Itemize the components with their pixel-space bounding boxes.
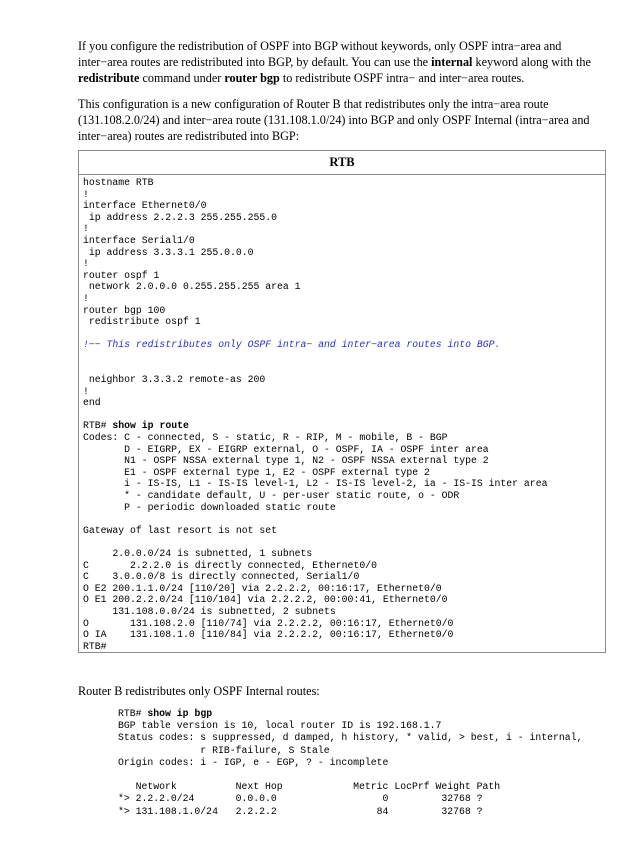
intro-paragraph-2: This configuration is a new configuration of Router B that redistributes only the intra−area route (131.108.2.0/24) and inter−area route (131.108.1.0/24) into BGP and only OSPF Internal (intra−area and inter−area) routes are redistributed into BGP: [78, 97, 590, 143]
intro-text: to redistribute OSPF intra− and inter−area routes. [279, 71, 525, 85]
prompt: RTB# [118, 708, 148, 719]
route-output: Codes: C - connected, S - static, R - RIP, M - mobile, B - BGP D - EIGRP, EX - EIGRP external, O - OSPF, IA - OSPF inter area N1 - OSPF NSSA external type 1, N2 - OSPF NSSA external type 2 E1 - OSPF external type 1, E2 - OSPF external type 2 i - IS-IS, L1 - IS-IS level-1, L2 - IS-IS level-2, ia - IS-IS inter area * - candidate default, U - per-user static route, o - ODR P - periodic downloaded static route Gateway of last resort is not set 2.0.0.0/24 is subnetted, 1 subnets C 2.2.2.0 is directly connected, Ethernet0/0 C 3.0.0.0/8 is directly connected, Serial1/0 O E2 200.1.1.0/24 [110/20] via 2.2.2.2, 00:16:17, Ethernet0/0 O E1 200.2.2.0/24 [110/104] via 2.2.2.2, 00:00:41, Ethernet0/0 131.108.0.0/24 is subnetted, 2 subnets O 131.108.2.0 [110/74] via 2.2.2.2, 00:16:17, Ethernet0/0 O IA 131.108.1.0 [110/84] via 2.2.2.2, 00:16:17, Ethernet0/0 RTB# [83, 432, 548, 652]
show-ip-route-command: show ip route [112, 420, 189, 432]
paragraph-3: Router B redistributes only OSPF Internal routes: [78, 684, 320, 698]
intro-paragraph-1 [78, 38, 608, 86]
bgp-output-lines: BGP table version is 10, local router ID is 192.168.1.7 Status codes: s suppressed, d damped, h history, * valid, > best, i - internal, r RIB-failure, S Stale Origin codes: i - IGP, e - EGP, ? - incomplete Network Next Hop Metric LocPrf Weight Path *> 2.2.2.0/24 0.0.0.0 0 32768 ? *> 131.108.1.0/24 2.2.2.2 84 32768 ? [118, 720, 583, 817]
intro-text: keyword along with the [472, 55, 591, 69]
config-comment: !−− This redistributes only OSPF intra− and inter−area routes into BGP. [83, 339, 501, 351]
keyword-redistribute: redistribute [78, 71, 140, 85]
rtb-config-table [78, 150, 606, 653]
intro-text: If you configure the redistribution of OSPF into BGP without keywords, only OSPF intra−area and inter−area routes are redistributed into BGP, by default. You can use the [78, 39, 562, 69]
keyword-router-bgp: router bgp [224, 71, 280, 85]
show-ip-bgp-command: show ip bgp [147, 708, 213, 719]
prompt: RTB# [83, 420, 113, 432]
intro-text: command under [139, 71, 225, 85]
config-code [79, 175, 605, 652]
bgp-output-block [118, 708, 582, 818]
keyword-internal: internal [431, 55, 473, 69]
config-tail: neighbor 3.3.3.2 remote-as 200 ! end [83, 374, 266, 409]
table-header: RTB [79, 151, 605, 175]
config-lines: hostname RTB ! interface Ethernet0/0 ip address 2.2.2.3 255.255.255.0 ! interface Serial1/0 ip address 3.3.3.1 255.0.0.0 ! router ospf 1 network 2.0.0.0 0.255.255.255 area 1 ! router bgp 100 redistribute ospf 1 [83, 177, 301, 328]
